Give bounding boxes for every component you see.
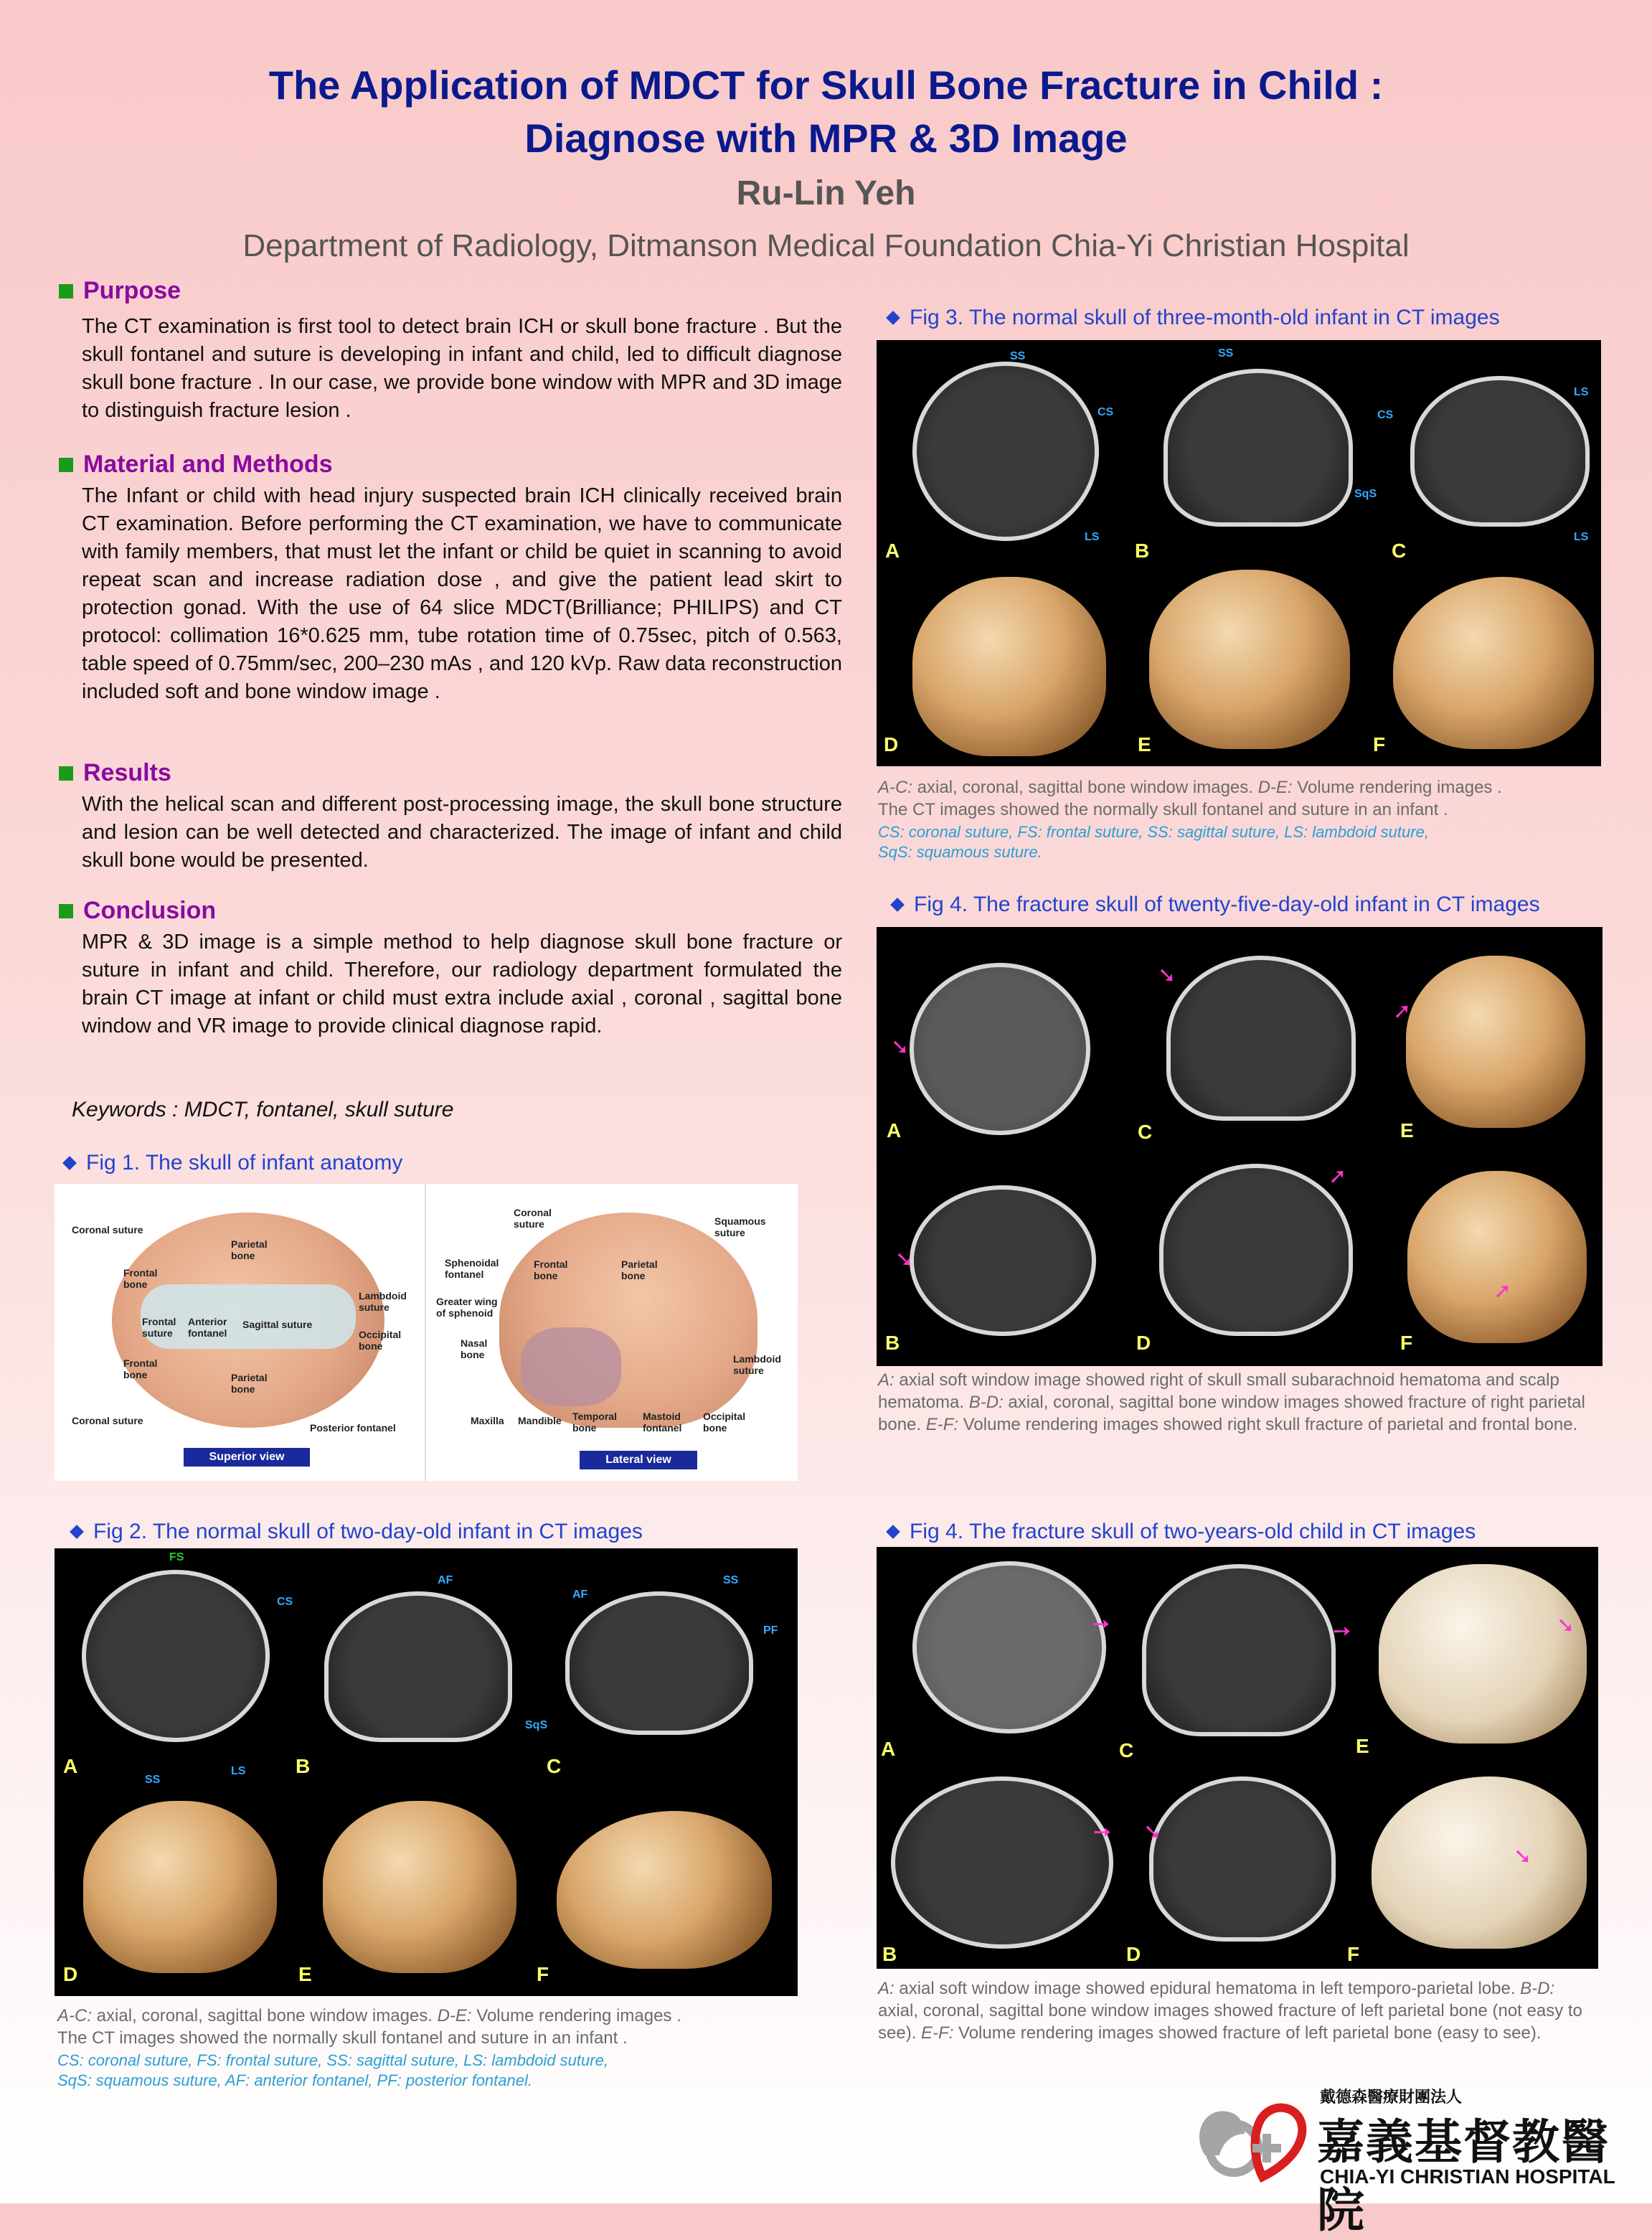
fig3-image-panel [877,340,1601,766]
fig4b-arrow-axial-icon: ➙ [1093,1820,1112,1844]
fig4b-arrow-hematoma-icon: ➙ [1092,1612,1110,1636]
methods-text: The Infant or child with head injury suspected brain ICH clinically received brain CT examination. Before performing the CT examination, we have to communicate with family members, that must let the infant or child be quiet in scanning to avoid repeat scan and increase radiation dose , and give the patient lead skirt to protection gonad. With the use of 64 slice MDCT(Brilliance; PHILIPS) and CT protocol: collimation 16*0.625 mm, tube rotation time of 0.75sec, pitch of 0.563, table speed of 0.75mm/sec, 200–230 mAs , and 120 kVp. Raw data reconstruction included soft and bone window image . [82,484,842,703]
fig2-annot-ss-2: SS [145,1774,161,1786]
fig2-annot-ss: SS [723,1574,739,1586]
fig2-heading: Fig 2. The normal skull of two-day-old infant in CT images [72,1520,643,1544]
fig4a-vr-top [1407,1171,1587,1343]
lateral-face-drawing [521,1327,621,1406]
fig4a-label-d: D [1136,1332,1151,1354]
label-sagittal-suture: Sagittal suture [242,1319,313,1330]
label-frontal-bone: Frontal bone [123,1267,158,1290]
fig3-label-a: A [885,540,900,562]
label-frontal-suture: Frontal suture [142,1316,176,1339]
label-frontal-bone-2: Frontal bone [123,1357,158,1380]
fig2-annot-cs: CS [277,1596,293,1608]
label-lateral-coronal-suture: Coronal suture [514,1207,552,1230]
fig3-annot-ss-2: SS [1218,347,1234,359]
title-line-2: Diagnose with MPR & 3D Image [524,116,1128,161]
fig3-annot-sqs: SqS [1354,488,1377,500]
label-squamous-suture: Squamous suture [714,1215,766,1238]
fig4a-label-b: B [885,1332,900,1354]
fig4a-label-a: A [887,1119,902,1142]
fig3-ct-sagittal [1410,376,1590,527]
fig2-vr-front [83,1801,277,1973]
fig4a-arrow-sagittal-icon: ➚ [1328,1164,1347,1188]
bullet-square-icon [59,904,73,918]
fig3-ct-axial [912,362,1099,541]
fig4a-arrow-vr-top-icon: ➚ [1493,1279,1512,1303]
label-occipital-bone: Occipital bone [359,1329,402,1352]
fig3-label-b: B [1135,540,1150,562]
fig2-label-e: E [298,1963,312,1985]
fig2-label-f: F [537,1963,549,1985]
hospital-cross-heart-icon [1191,2091,1313,2184]
fig3-annot-ls-3: LS [1574,531,1589,543]
label-nasal-bone: Nasal bone [461,1337,488,1360]
diamond-bullet-icon [886,311,900,325]
label-lateral-lambdoid-suture: Lambdoid suture [733,1353,781,1376]
fig3-label-f: F [1373,733,1386,756]
fig4b-ct-axial-soft [912,1561,1106,1733]
methods-heading: Material and Methods [59,451,333,479]
label-lateral-parietal-bone: Parietal bone [621,1258,658,1281]
fig3-label-c: C [1392,540,1407,562]
fig2-annot-ls: LS [231,1765,246,1777]
label-coronal-suture: Coronal suture [72,1224,143,1236]
label-anterior-fontanel: Anterior fontanel [188,1316,227,1339]
fig2-image-panel [55,1548,798,1996]
fig2-annot-sqs: SqS [525,1719,548,1731]
fig3-label-e: E [1138,733,1151,756]
diamond-bullet-icon [62,1156,77,1170]
label-greater-wing-sphenoid: Greater wing of sphenoid [436,1296,498,1319]
fig4a-ct-sagittal [1159,1164,1353,1336]
label-coronal-suture-2: Coronal suture [72,1415,143,1426]
results-text: With the helical scan and different post-processing image, the skull bone structure and lesion can be well detected and characterized. The image of infant and child skull bone would be presented. [82,793,842,872]
fig2-ct-axial [82,1570,270,1742]
purpose-heading: Purpose [59,277,181,305]
fig4a-image-panel [877,927,1603,1366]
fig3-annot-cs-2: CS [1377,409,1394,421]
fig4a-ct-coronal [1166,956,1356,1121]
fig2-label-d: D [63,1963,78,1985]
fig4a-caption: A: axial soft window image showed right of skull small subarachnoid hematoma and scalp hematoma. B-D: axial, coronal, sagittal bone window images showed fracture of right parietal bone. E-F: Volume rendering images showed right skull fracture of parietal and frontal bone. [878,1370,1585,1434]
fig2-annot-af-2: AF [572,1589,588,1601]
fig4a-vr-front [1406,956,1585,1128]
fig3-caption: A-C: axial, coronal, sagittal bone window images. D-E: Volume rendering images . The CT images showed the normally skull fontanel and suture in an infant . [878,778,1502,819]
label-sphenoidal-fontanel: Sphenoidal fontanel [445,1257,499,1280]
fig4b-label-a: A [881,1738,896,1760]
fig2-annot-pf: PF [763,1624,778,1637]
fig4a-label-c: C [1138,1121,1153,1143]
fig4a-arrow-axial-icon: ➘ [895,1248,914,1271]
fig4b-caption: A: axial soft window image showed epidural hematoma in left temporo-parietal lobe. B-D: axial, coronal, sagittal bone window images showed fracture of left parietal bone (not easy to see). E-F: Volume rendering images showed fracture of left parietal bone (easy to see). [878,1979,1582,2043]
label-lateral-occipital-bone: Occipital bone [703,1411,746,1434]
fig4a-arrow-coronal-icon: ➘ [1158,964,1176,987]
fig2-annot-fs: FS [169,1551,184,1563]
fig2-label-b: B [296,1755,311,1777]
title-line-1: The Application of MDCT for Skull Bone Fracture in Child : [268,62,1384,108]
logo-name-en: CHIA-YI CHRISTIAN HOSPITAL [1320,2165,1615,2188]
conclusion-text: MPR & 3D image is a simple method to help diagnose skull bone fracture or suture in infant and child. Therefore, our radiology department formulated the brain CT image at infant or child must extra include axial , coronal , sagittal bone window and VR image to provide clinical diagnose rapid. [82,931,842,1037]
logo-foundation: 戴德森醫療財團法人 [1320,2088,1463,2106]
label-temporal-bone: Temporal bone [572,1411,617,1434]
fig4b-arrow-vr-back-icon: ➘ [1557,1614,1575,1637]
fig4b-image-panel [877,1547,1598,1969]
fig4b-label-e: E [1356,1735,1369,1757]
fig4b-label-b: B [882,1943,897,1965]
fig4b-vr-side [1372,1777,1587,1949]
fig4b-label-d: D [1126,1943,1141,1965]
fig2-vr-side [557,1811,772,1969]
diamond-bullet-icon [70,1525,84,1539]
fig4b-ct-coronal [1142,1564,1336,1736]
results-heading: Results [59,759,171,787]
keywords: Keywords : MDCT, fontanel, skull suture [72,1098,454,1121]
hospital-logo [1191,2081,1636,2236]
logo-name-cn: 嘉義基督教醫院 [1317,2115,1610,2236]
fig3-ct-coronal [1164,369,1353,527]
fig1-heading: Fig 1. The skull of infant anatomy [65,1151,402,1175]
department: Department of Radiology, Ditmanson Medical Foundation Chia-Yi Christian Hospital [242,228,1410,263]
fig3-heading: Fig 3. The normal skull of three-month-old infant in CT images [888,306,1500,330]
fig3-annot-ss: SS [1010,350,1026,362]
diamond-bullet-icon [890,898,905,912]
fig4b-label-f: F [1347,1943,1360,1965]
fig4b-arrow-coronal-icon: ➙ [1333,1619,1351,1643]
label-maxilla: Maxilla [471,1415,504,1426]
fig4b-arrow-sagittal-icon: ➘ [1143,1820,1162,1844]
label-lateral-frontal-bone: Frontal bone [534,1258,568,1281]
fig3-abbreviations: CS: coronal suture, FS: frontal suture, SS: sagittal suture, LS: lambdoid suture, SqS: squamous suture. [878,823,1429,861]
fig4a-ct-axial-soft [910,963,1090,1135]
label-mandible: Mandible [518,1415,562,1426]
fig2-vr-top [323,1801,516,1973]
fig3-annot-ls-2: LS [1574,386,1589,398]
fig4b-ct-axial-bone [891,1777,1113,1949]
fig4a-label-f: F [1400,1332,1413,1354]
bullet-square-icon [59,284,73,298]
fig4a-arrow-vr-icon: ➚ [1393,999,1412,1023]
label-mastoid-fontanel: Mastoid fontanel [643,1411,682,1434]
fig2-label-c: C [547,1755,562,1777]
fig4b-ct-sagittal [1149,1777,1336,1942]
conclusion-heading: Conclusion [59,897,216,925]
diamond-bullet-icon [886,1525,900,1539]
label-lambdoid-suture: Lambdoid suture [359,1290,407,1313]
superior-view-tag: Superior view [184,1448,310,1467]
fig3-vr-back [912,577,1106,756]
fig3-label-d: D [884,733,899,756]
fig3-annot-ls: LS [1085,531,1100,543]
purpose-text: The CT examination is first tool to detect brain ICH or skull bone fracture . But the skull fontanel and suture is developing in infant and child, led to difficult diagnose skull bone fracture . In our case, we provide bone window with MPR and 3D image to distinguish fracture lesion . [82,315,842,422]
fig4a-arrow-hematoma-icon: ➘ [891,1035,910,1059]
fig4b-arrow-vr-side-icon: ➘ [1514,1845,1532,1868]
fig4b-vr-back [1379,1564,1587,1743]
fig4b-heading: Fig 4. The fracture skull of two-years-old child in CT images [888,1520,1476,1544]
label-parietal-bone-2: Parietal bone [231,1372,268,1395]
author: Ru-Lin Yeh [736,174,916,212]
lateral-view-tag: Lateral view [580,1451,697,1469]
fig4b-label-c: C [1119,1739,1134,1761]
label-parietal-bone: Parietal bone [231,1238,268,1261]
fig3-annot-cs: CS [1098,406,1114,418]
fig2-ct-coronal [324,1591,512,1742]
fig1-anatomy-image [55,1184,798,1481]
fig2-caption: A-C: axial, coronal, sagittal bone window images. D-E: Volume rendering images . The CT images showed the normally skull fontanel and suture in an infant . [57,2006,681,2048]
fig3-vr-side [1393,577,1594,749]
fig3-vr-front [1149,570,1350,749]
fig2-ct-sagittal [565,1591,753,1735]
fig4a-ct-axial-bone [910,1185,1096,1336]
fig1-divider [425,1184,426,1481]
fig4a-heading: Fig 4. The fracture skull of twenty-five-day-old infant in CT images [892,893,1540,917]
fig4a-label-e: E [1400,1119,1414,1142]
fig2-annot-af: AF [438,1574,453,1586]
fig2-label-a: A [63,1755,78,1777]
bullet-square-icon [59,766,73,781]
fig2-abbreviations: CS: coronal suture, FS: frontal suture, SS: sagittal suture, LS: lambdoid suture, SqS: squamous suture, AF: anterior fontanel, PF: posterior fontanel. [57,2051,608,2089]
bullet-square-icon [59,458,73,472]
label-posterior-fontanel: Posterior fontanel [310,1422,396,1434]
